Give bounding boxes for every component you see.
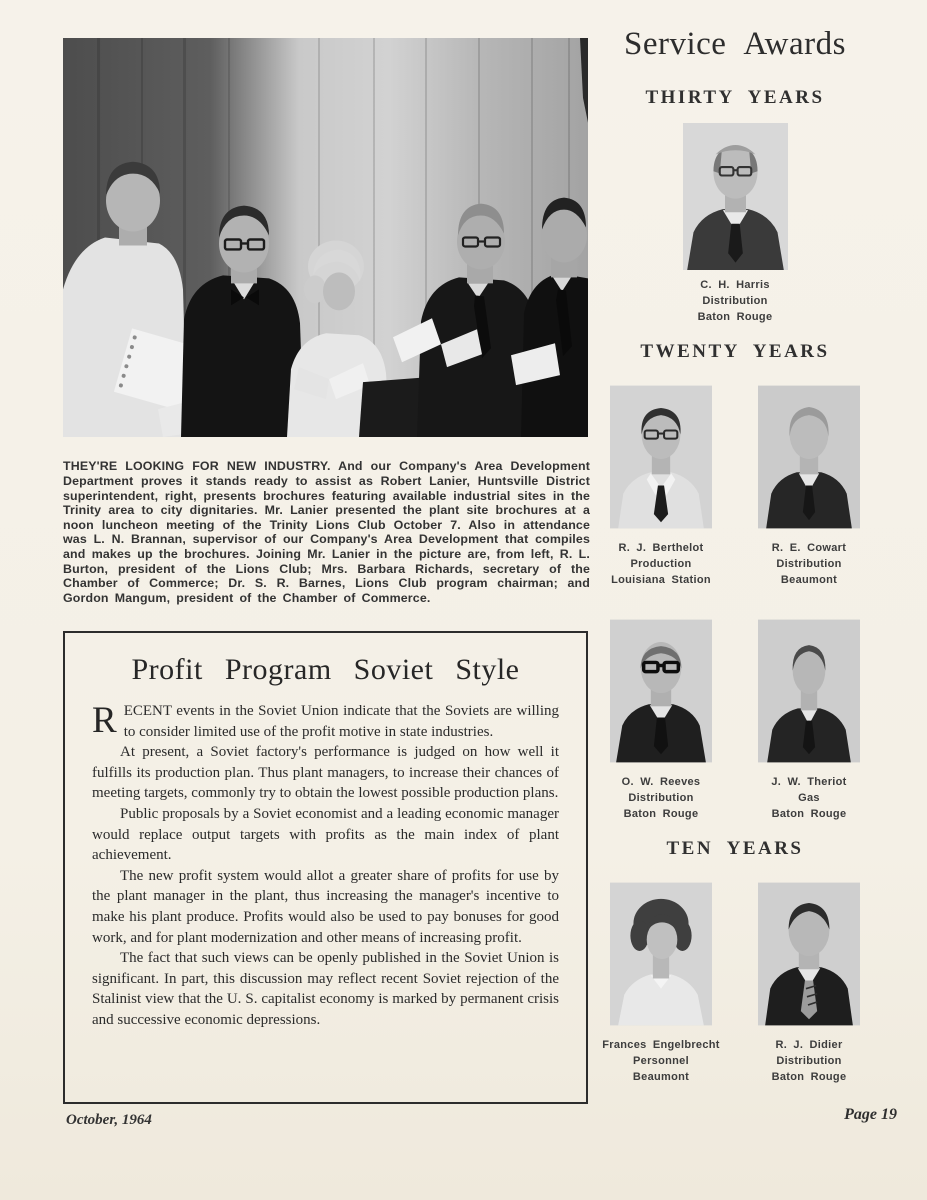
person-dept: Personnel: [633, 1055, 689, 1067]
portrait-photo-berthelot: [610, 381, 712, 533]
portrait-photo-didier: [758, 878, 860, 1030]
person-dept: Distribution: [776, 1055, 842, 1067]
article-paragraph: The new profit system would allot a greater share of profits for use by the plant manager in the plant, thus increasing the manager's incentive to make his plant produce. Profits would also be used to pay bonuses for good work, and for plant modernization and other means of increasing profit.: [92, 867, 559, 946]
person-location: Baton Rouge: [771, 808, 847, 820]
person-dept: Distribution: [628, 792, 694, 804]
article-paragraph: The fact that such views can be openly published in the Soviet Union is significant. In part, this discussion may reflect recent Soviet rejection of the Stalinist view that the U. S. capitalist economy is marked by permanent crisis and successive economic depressions.: [92, 950, 559, 1028]
person-card: [743, 381, 875, 588]
person-name: C. H. Harris: [700, 279, 770, 291]
drop-cap: R: [92, 700, 117, 741]
person-location: Baton Rouge: [623, 808, 699, 820]
service-awards-column: [595, 20, 875, 1085]
heading-ten-years: TEN YEARS: [666, 838, 804, 859]
person-card: [595, 381, 727, 588]
article-title: Profit Program Soviet Style: [131, 653, 520, 686]
portrait-photo-reeves: [610, 615, 712, 767]
service-awards-title: Service Awards: [624, 26, 846, 62]
person-location: Baton Rouge: [771, 1071, 847, 1083]
person-dept: Distribution: [702, 295, 768, 307]
article-paragraph: [92, 701, 559, 742]
person-location: Baton Rouge: [697, 311, 773, 323]
person-name: R. E. Cowart: [771, 542, 847, 554]
person-card: [743, 878, 875, 1085]
heading-thirty-years: THIRTY YEARS: [645, 87, 825, 108]
person-name: R. J. Didier: [775, 1039, 843, 1051]
person-dept: Gas: [798, 792, 820, 804]
person-card: [743, 615, 875, 822]
person-card: [595, 615, 727, 822]
portrait-row: [595, 878, 875, 1085]
portrait-photo-engelbrecht: [610, 878, 712, 1030]
heading-twenty-years: TWENTY YEARS: [640, 341, 830, 362]
person-location: Beaumont: [780, 574, 838, 586]
footer-page-number: Page 19: [844, 1106, 897, 1123]
footer-issue-date: October, 1964: [66, 1112, 152, 1128]
person-dept: Production: [630, 558, 692, 570]
group-photo: [63, 38, 588, 437]
person-location: Louisiana Station: [611, 574, 711, 586]
article-paragraph: At present, a Soviet factory's performance is judged on how well it fulfills its production plan. Thus plant managers, to increase their chances of meeting targets, commonly try to obtain the lowest possible production plans.: [92, 744, 559, 802]
person-name: J. W. Theriot: [771, 776, 847, 788]
person-dept: Distribution: [776, 558, 842, 570]
person-name: R. J. Berthelot: [618, 542, 704, 554]
portrait-row: [595, 615, 875, 822]
article-box: [63, 631, 588, 1104]
person-location: Beaumont: [632, 1071, 690, 1083]
photo-caption: THEY'RE LOOKING FOR NEW INDUSTRY. And our Company's Area Development Department proves it stands ready to assist as Robert Lanier, Huntsville District superintendent, right, presents brochures featuring available industrial sites in the Trinity area to city dignitaries. Mr. Lanier presented the plant site brochures at a noon luncheon meeting of the Trinity Lions Club October 7. Also in attendance was L. N. Brannan, supervisor of our Company's Area Development that compiles and makes up the brochures. Joining Mr. Lanier in the picture are, from left, R. L. Burton, president of the Lions Club; Mrs. Barbara Richards, secretary of the Chamber of Commerce; Dr. S. R. Barnes, Lions Club program chairman; and Gordon Mangum, president of the Chamber of Commerce.: [63, 459, 590, 605]
article-paragraph-text: ECENT events in the Soviet Union indicate that the Soviets are willing to consider limited use of the profit motive in state industries.: [123, 703, 559, 740]
portrait-photo-theriot: [758, 615, 860, 767]
person-name: O. W. Reeves: [621, 776, 701, 788]
article-paragraph: Public proposals by a Soviet economist and a leading economic manager would replace output targets with profits as the main index of plant achievement.: [92, 805, 559, 864]
person-card: [595, 878, 727, 1085]
portrait-photo-harris: [672, 123, 799, 270]
person-card: [595, 123, 875, 325]
portrait-photo-cowart: [758, 381, 860, 533]
person-name: Frances Engelbrecht: [602, 1039, 720, 1051]
portrait-row: [595, 381, 875, 588]
article-body: [92, 701, 559, 1031]
